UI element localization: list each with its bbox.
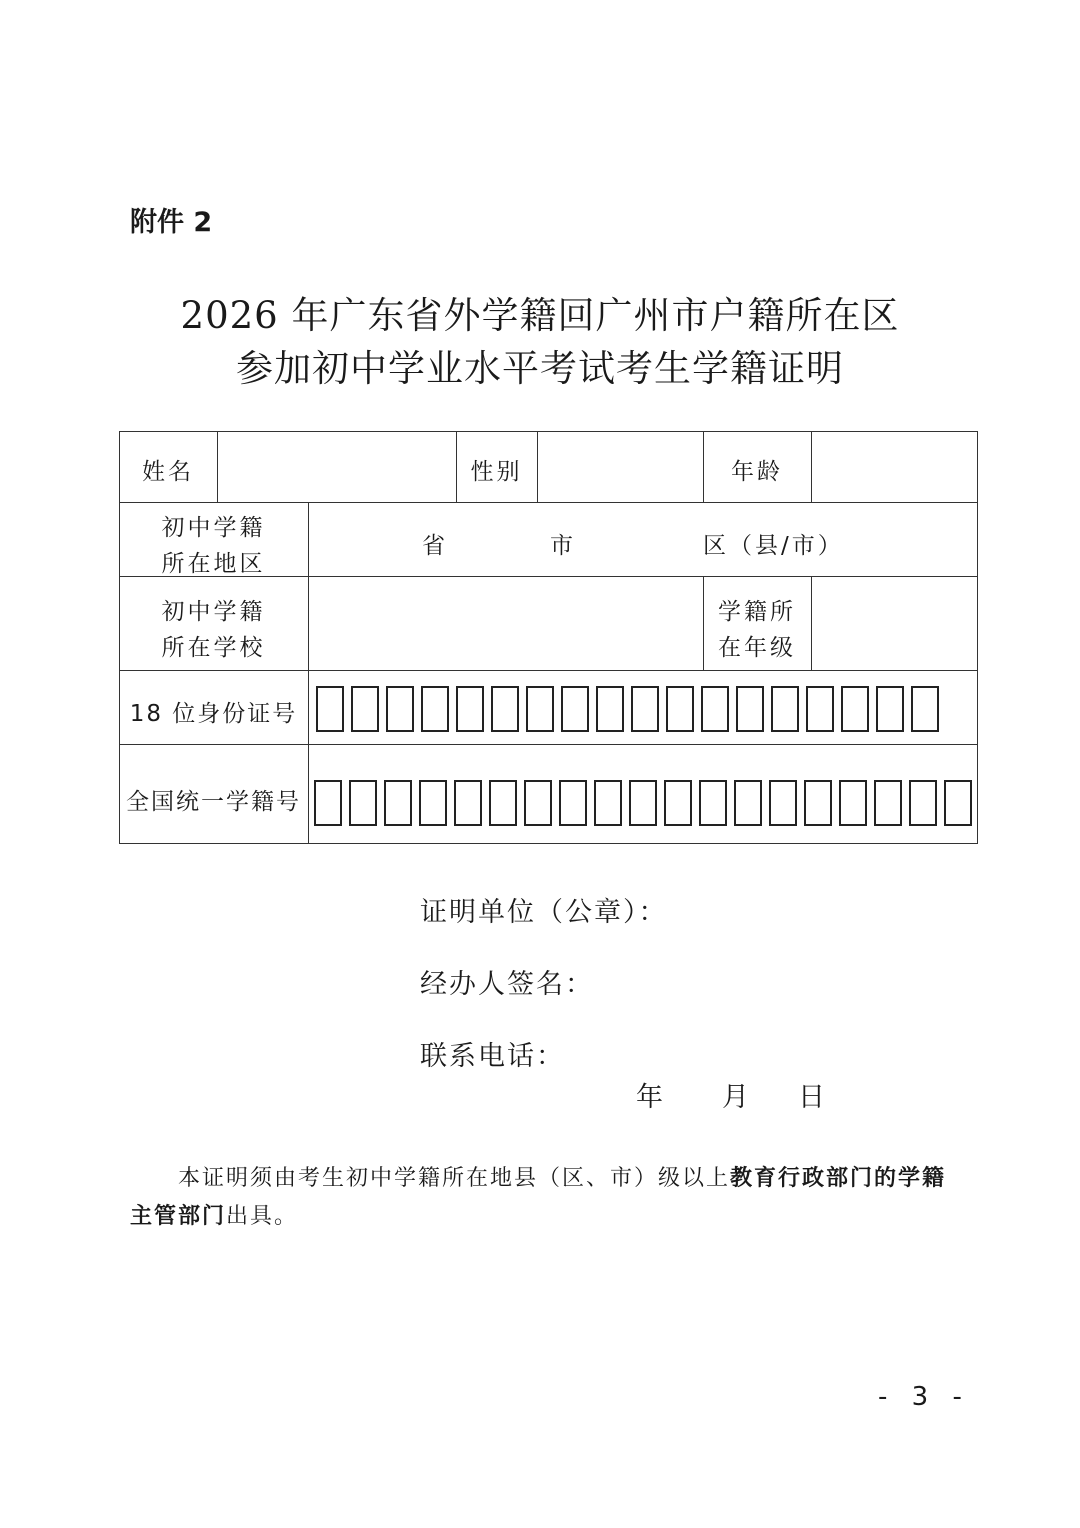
age-field[interactable]	[813, 433, 976, 501]
student-number-digit-box[interactable]	[874, 780, 902, 826]
grade-field[interactable]	[813, 578, 976, 669]
student-number-digit-box[interactable]	[804, 780, 832, 826]
id-number-label: 18 位身份证号	[129, 701, 298, 727]
student-number-label: 全国统一学籍号	[126, 789, 301, 815]
id-digit-box[interactable]	[631, 686, 659, 732]
student-number-digit-box[interactable]	[769, 780, 797, 826]
date-year-label: 年	[636, 1082, 665, 1113]
name-field[interactable]	[219, 433, 455, 501]
note-suffix: 出具。	[226, 1204, 299, 1229]
student-number-boxes[interactable]	[314, 780, 979, 826]
id-digit-box[interactable]	[666, 686, 694, 732]
student-number-digit-box[interactable]	[594, 780, 622, 826]
district-label: 区（县/市）	[703, 533, 844, 559]
signer-label: 经办人签名：	[420, 969, 594, 1000]
province-label: 省	[422, 533, 448, 559]
school-label-line-2: 所在学校	[161, 635, 266, 661]
id-digit-box[interactable]	[491, 686, 519, 732]
grade-label-line-2: 在年级	[718, 635, 796, 661]
student-number-digit-box[interactable]	[559, 780, 587, 826]
id-number-boxes[interactable]	[316, 686, 946, 732]
note-bold-1: 教育行政部门的	[730, 1166, 899, 1191]
id-digit-box[interactable]	[736, 686, 764, 732]
student-number-digit-box[interactable]	[909, 780, 937, 826]
note-prefix: 本证明须由考生初中学籍所在地县（区、市）级以上	[178, 1166, 731, 1191]
student-number-digit-box[interactable]	[734, 780, 762, 826]
name-label: 姓名	[142, 459, 194, 485]
student-number-digit-box[interactable]	[454, 780, 482, 826]
id-digit-box[interactable]	[351, 686, 379, 732]
region-label-line-2: 所在地区	[161, 551, 266, 577]
student-number-digit-box[interactable]	[384, 780, 412, 826]
id-digit-box[interactable]	[596, 686, 624, 732]
school-label-line-1: 初中学籍	[161, 599, 266, 625]
id-digit-box[interactable]	[806, 686, 834, 732]
id-digit-box[interactable]	[701, 686, 729, 732]
date-day-label: 日	[798, 1082, 827, 1113]
grade-label-line-1: 学籍所	[718, 599, 796, 625]
age-label: 年龄	[731, 459, 783, 485]
city-label: 市	[550, 533, 576, 559]
title-line-2: 参加初中学业水平考试考生学籍证明	[236, 347, 844, 390]
id-digit-box[interactable]	[911, 686, 939, 732]
note-bold-2: 学籍主管部门	[130, 1166, 947, 1229]
id-digit-box[interactable]	[456, 686, 484, 732]
id-digit-box[interactable]	[386, 686, 414, 732]
date-month-label: 月	[722, 1082, 751, 1113]
attachment-label: 附件 2	[130, 207, 213, 238]
student-number-digit-box[interactable]	[489, 780, 517, 826]
school-field[interactable]	[310, 578, 702, 669]
gender-label: 性别	[470, 459, 523, 485]
title-line-1: 2026 年广东省外学籍回广州市户籍所在区	[180, 294, 900, 337]
id-digit-box[interactable]	[316, 686, 344, 732]
student-number-digit-box[interactable]	[699, 780, 727, 826]
gender-field[interactable]	[539, 433, 702, 501]
student-number-digit-box[interactable]	[349, 780, 377, 826]
id-digit-box[interactable]	[526, 686, 554, 732]
student-number-digit-box[interactable]	[664, 780, 692, 826]
issuer-label: 证明单位（公章）：	[420, 897, 668, 928]
page-number: - 3 -	[878, 1382, 970, 1412]
student-number-digit-box[interactable]	[524, 780, 552, 826]
note-paragraph	[130, 1160, 960, 1236]
student-number-digit-box[interactable]	[419, 780, 447, 826]
student-number-digit-box[interactable]	[839, 780, 867, 826]
student-number-digit-box[interactable]	[944, 780, 972, 826]
id-digit-box[interactable]	[841, 686, 869, 732]
id-digit-box[interactable]	[876, 686, 904, 732]
student-number-digit-box[interactable]	[314, 780, 342, 826]
student-number-digit-box[interactable]	[629, 780, 657, 826]
id-digit-box[interactable]	[771, 686, 799, 732]
region-label-line-1: 初中学籍	[161, 515, 266, 541]
phone-label: 联系电话：	[420, 1041, 565, 1072]
id-digit-box[interactable]	[561, 686, 589, 732]
id-digit-box[interactable]	[421, 686, 449, 732]
